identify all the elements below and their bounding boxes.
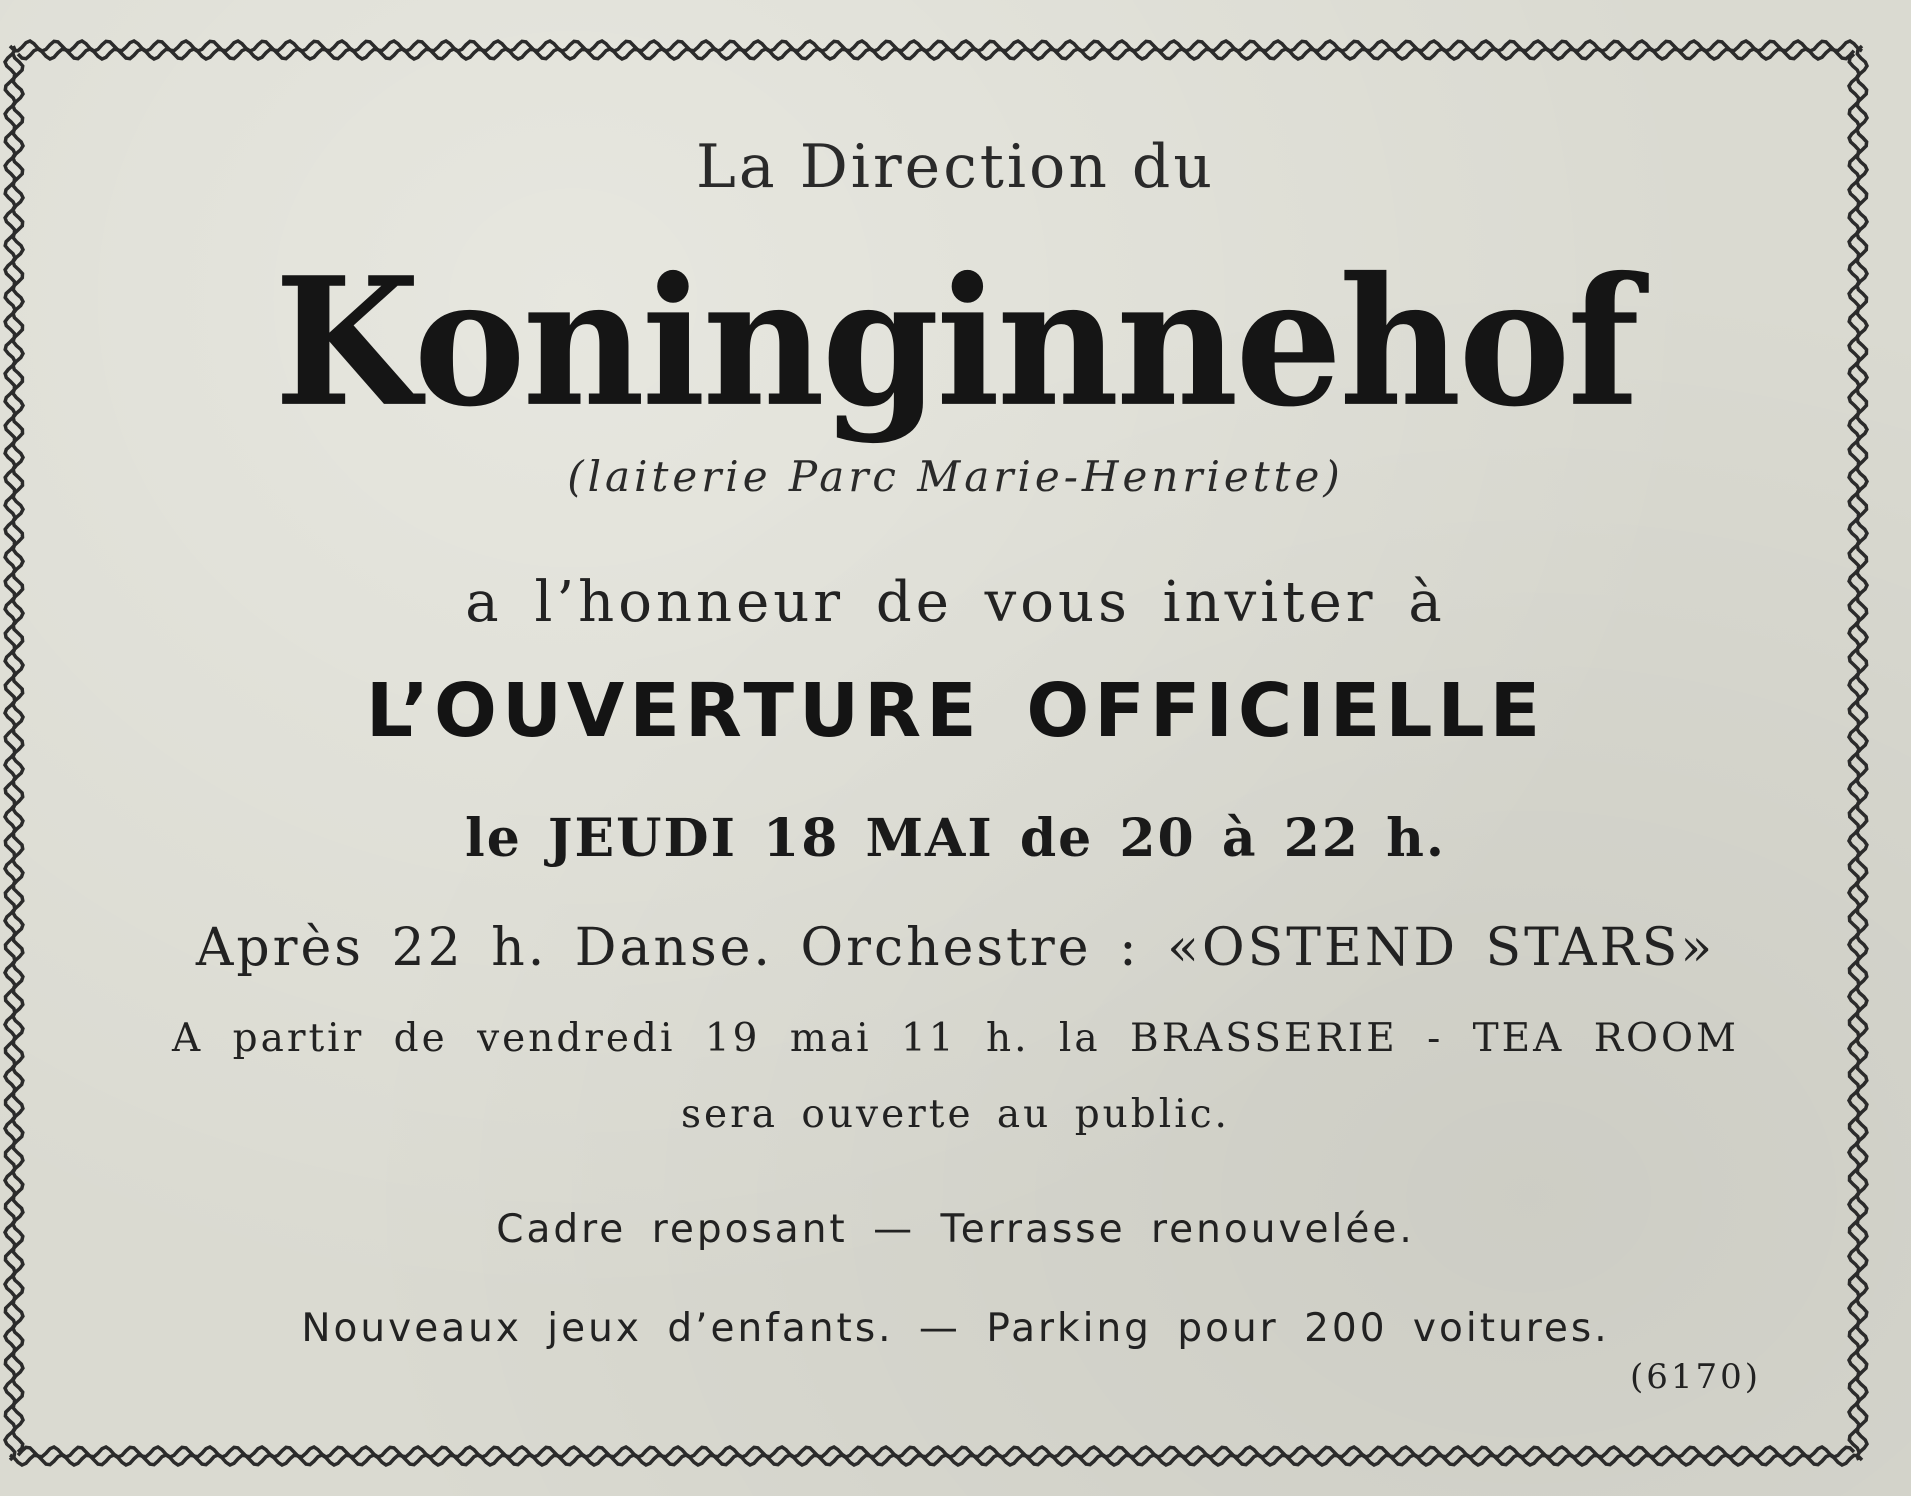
venue-subtitle: (laiterie Parc Marie-Henriette) xyxy=(567,452,1344,501)
venue-name: Koninginnehof xyxy=(274,238,1637,446)
intro-text: La Direction du xyxy=(696,132,1215,202)
event-date: le JEUDI 18 MAI de 20 à 22 h. xyxy=(464,808,1447,869)
features-line-1: Cadre reposant — Terrasse renouvelée. xyxy=(496,1207,1415,1252)
brasserie-line-2: sera ouverte au public. xyxy=(681,1092,1230,1137)
dance-orchestra-line: Après 22 h. Danse. Orchestre : «OSTEND STARS» xyxy=(195,918,1716,978)
invitation-text: a l’honneur de vous inviter à xyxy=(465,570,1446,635)
ad-reference-number: (6170) xyxy=(1630,1357,1762,1397)
features-line-2: Nouveaux jeux d’enfants. — Parking pour 200 voitures. xyxy=(301,1306,1610,1351)
brasserie-line-1: A partir de vendredi 19 mai 11 h. la BRASSERIE - TEA ROOM xyxy=(172,1016,1739,1061)
headline: L’OUVERTURE OFFICIELLE xyxy=(365,668,1546,754)
